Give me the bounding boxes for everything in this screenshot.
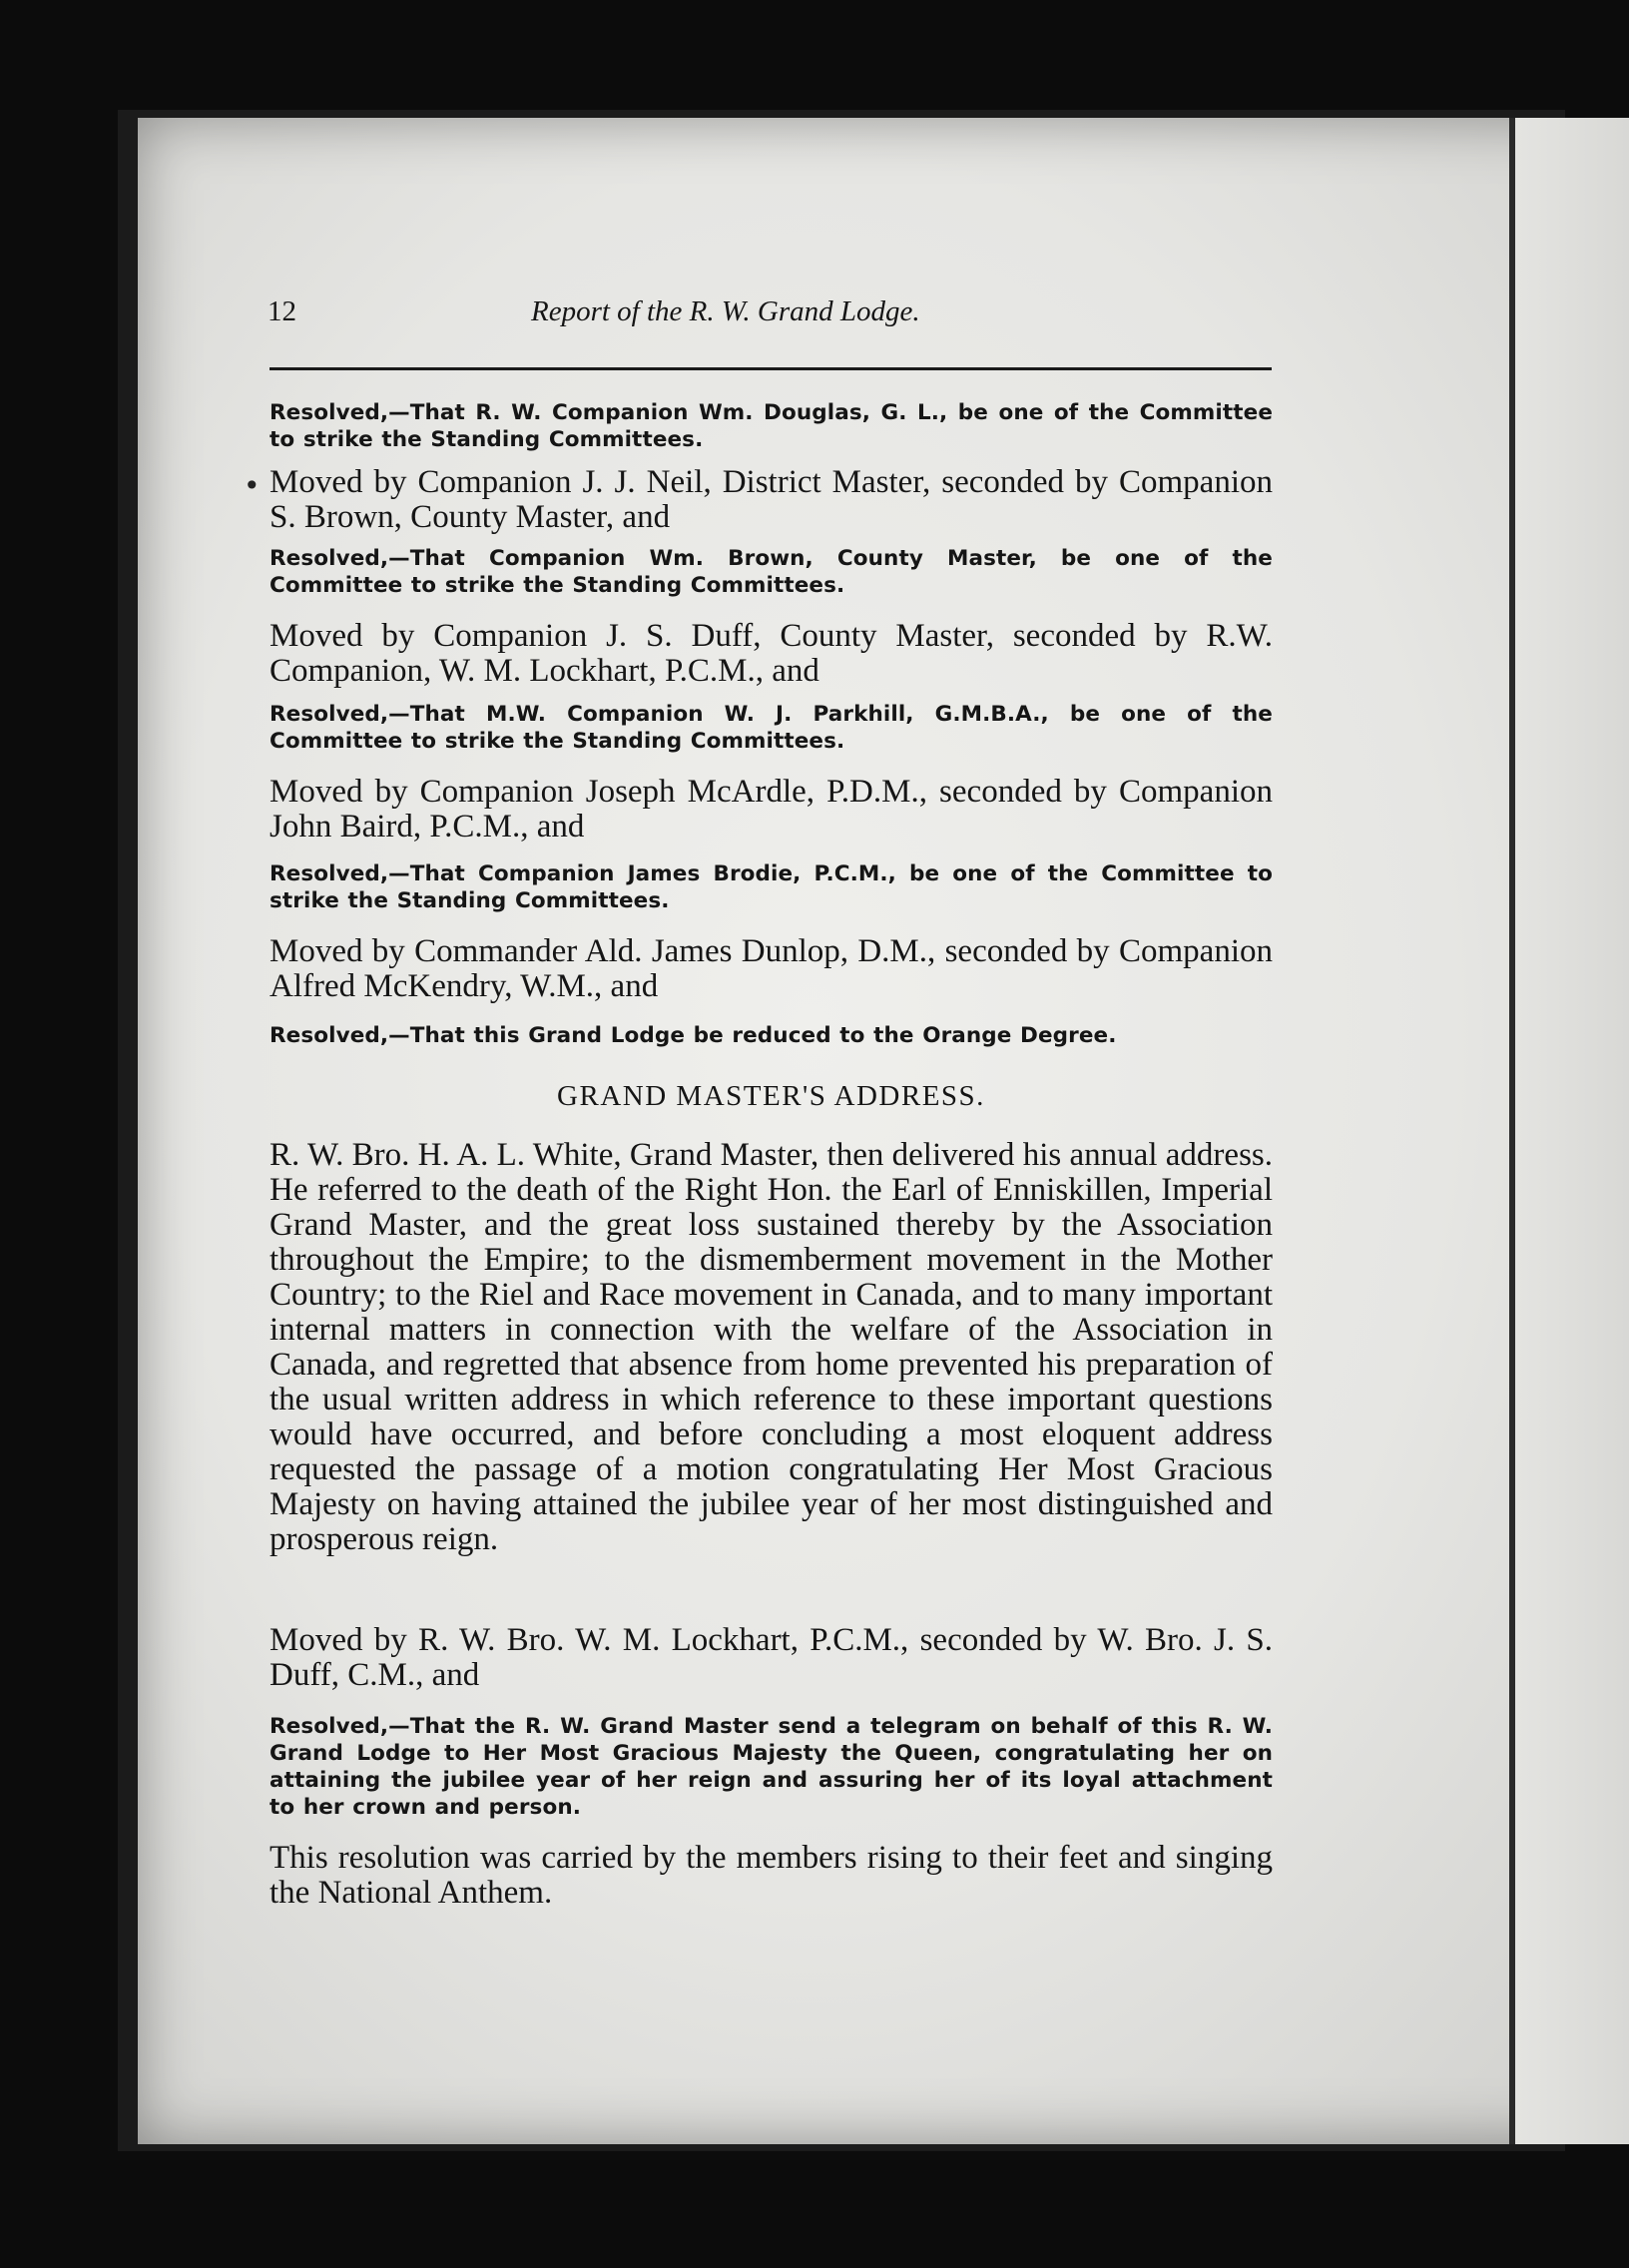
page-number: 12 xyxy=(268,295,296,327)
motion-paragraph: Moved by Commander Ald. James Dunlop, D.M., seconded by Companion Alfred McKendry, W.M., and xyxy=(270,933,1273,1004)
header-rule xyxy=(270,367,1272,370)
resolution-paragraph: Resolved,—That the R. W. Grand Master send a telegram on behalf of this R. W. Grand Lodge to Her Most Gracious Majesty the Queen, congratulating her on attaining the jubilee year of her reign and assuring her of its loyal attachment to her crown and person. xyxy=(270,1714,1273,1820)
running-title: Report of the R. W. Grand Lodge. xyxy=(531,295,920,327)
resolution-paragraph: Resolved,—That Companion James Brodie, P.C.M., be one of the Committee to strike the Standing Committees. xyxy=(270,861,1273,913)
motion-paragraph: Moved by Companion J. S. Duff, County Master, seconded by R.W. Companion, W. M. Lockhart, P.C.M., and xyxy=(270,618,1273,689)
address-paragraph: R. W. Bro. H. A. L. White, Grand Master, then delivered his annual address. He referred to the death of the Right Hon. the Earl of Enniskillen, Imperial Grand Master, and the great loss sustained thereby by the Association throughout the Empire; to the dismemberment movement in the Mother Country; to the Riel and Race movement in Canada, and to many important internal matters in connection with the welfare of the Association in Canada, and regretted that absence from home prevented his preparation of the usual written address in which reference to these important questions would have occurred, and before concluding a most eloquent address requested the passage of a motion congratulating Her Most Gracious Majesty on having attained the jubilee year of her most distinguished and prosperous reign. xyxy=(270,1137,1273,1557)
page-header xyxy=(268,295,1270,339)
motion-paragraph: Moved by Companion Joseph McArdle, P.D.M., seconded by Companion John Baird, P.C.M., and xyxy=(270,774,1273,845)
closing-paragraph: This resolution was carried by the members rising to their feet and singing the National Anthem. xyxy=(270,1840,1273,1911)
adjacent-page-strip xyxy=(1515,118,1629,2144)
resolution-paragraph: Resolved,—That this Grand Lodge be reduced to the Orange Degree. xyxy=(270,1023,1117,1048)
section-heading: GRAND MASTER'S ADDRESS. xyxy=(557,1080,985,1112)
resolution-paragraph: Resolved,—That Companion Wm. Brown, County Master, be one of the Committee to strike the Standing Committees. xyxy=(270,546,1273,598)
resolution-paragraph: Resolved,—That M.W. Companion W. J. Parkhill, G.M.B.A., be one of the Committee to strike the Standing Committees. xyxy=(270,702,1273,754)
motion-paragraph: Moved by R. W. Bro. W. M. Lockhart, P.C.M., seconded by W. Bro. J. S. Duff, C.M., and xyxy=(270,1622,1273,1693)
bullet-mark: • xyxy=(244,469,261,502)
motion-paragraph: Moved by Companion J. J. Neil, District Master, seconded by Companion S. Brown, County Master, and xyxy=(270,464,1273,535)
resolution-paragraph: Resolved,—That R. W. Companion Wm. Douglas, G. L., be one of the Committee to strike the Standing Committees. xyxy=(270,400,1273,452)
